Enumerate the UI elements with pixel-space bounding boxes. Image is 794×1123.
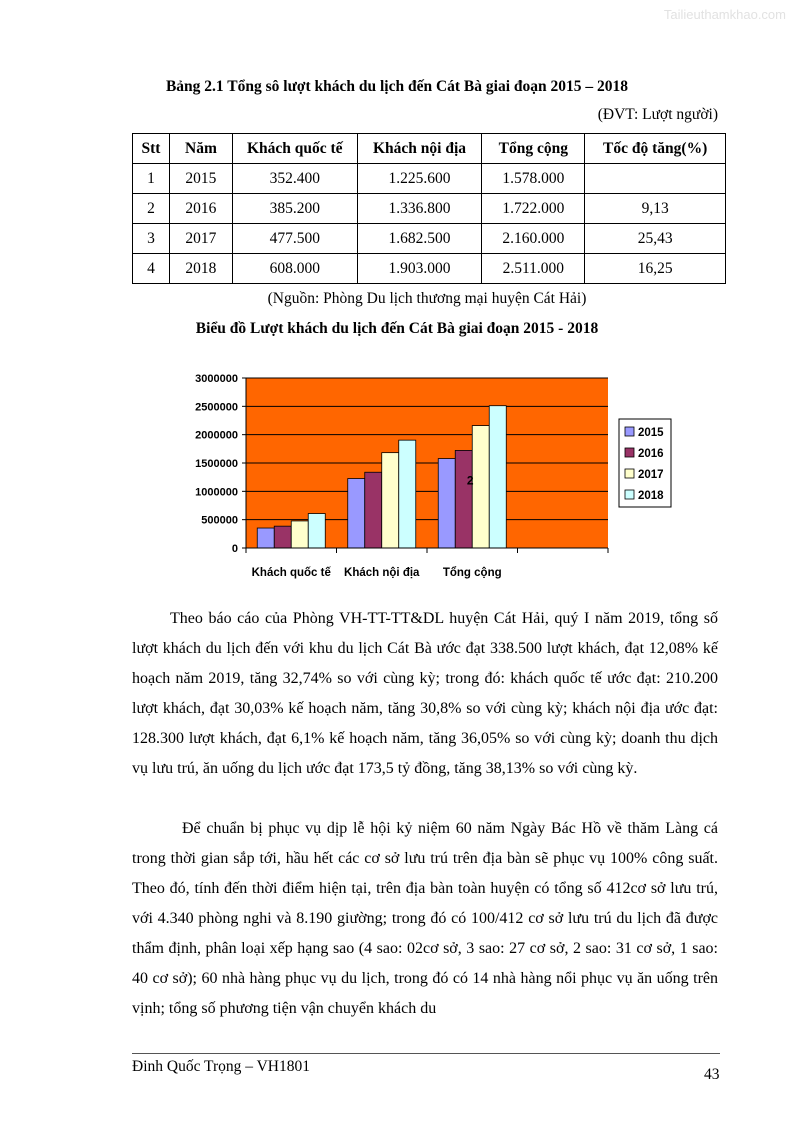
legend-label-2017: 2017 <box>638 469 664 481</box>
cell-growth: 16,25 <box>585 254 726 284</box>
paragraph-2 <box>132 814 718 1024</box>
legend-swatch-2017 <box>625 469 634 478</box>
cell-domestic: 1.225.600 <box>357 164 482 194</box>
y-tick-label: 500000 <box>201 514 238 527</box>
table-row <box>133 164 726 194</box>
cell-total: 2.160.000 <box>482 224 585 254</box>
cell-stt: 4 <box>133 254 170 284</box>
cell-year: 2016 <box>169 194 232 224</box>
cell-international: 385.200 <box>232 194 357 224</box>
cell-international: 352.400 <box>232 164 357 194</box>
table-row <box>133 194 726 224</box>
x-category-label: Khách nội địa <box>344 567 420 579</box>
legend-label-2015: 2015 <box>638 427 664 439</box>
cell-total: 1.722.000 <box>482 194 585 224</box>
cell-total: 1.578.000 <box>482 164 585 194</box>
header-stt: Stt <box>133 134 170 164</box>
legend-swatch-2018 <box>625 490 634 499</box>
bar-2016 <box>274 526 291 548</box>
bar-2018 <box>399 440 416 548</box>
cell-growth <box>585 164 726 194</box>
bar-2017 <box>382 453 399 548</box>
table-row <box>133 224 726 254</box>
table-unit: (ĐVT: Lượt người) <box>597 106 718 123</box>
paragraph-2-text: Để chuẩn bị phục vụ dịp lễ hội kỷ niệm 60 năm Ngày Bác Hồ về thăm Làng cá trong thời gian sắp tới, hầu hết các cơ sở lưu trú trên địa bàn sẽ phục vụ 100% công suất. Theo đó, tính đến thời điểm hiện tại, trên địa bàn toàn huyện có tổng số 412cơ sở lưu trú, với 4.340 phòng nghi và 8.190 giường; trong đó có 100/412 cơ sở lưu trú du lịch đã được thẩm định, phân loại xếp hạng sao (4 sao: 02cơ sở, 3 sao: 27 cơ sở, 2 sao: 31 cơ sở, 1 sao: 40 cơ sở); 60 nhà hàng phục vụ du lịch, trong đó có 14 nhà hàng nổi phục vụ ăn uống trên vịnh; tổng số phương tiện vận chuyển khách du <box>132 820 718 1017</box>
y-tick-label: 2000000 <box>195 429 238 442</box>
y-tick-label: 1000000 <box>195 486 238 499</box>
table-row <box>133 254 726 284</box>
visitor-table <box>132 133 726 284</box>
bar-2015 <box>348 479 365 548</box>
chart-title: Biểu đồ Lượt khách du lịch đến Cát Bà giai đoạn 2015 - 2018 <box>195 320 599 337</box>
header-year: Năm <box>169 134 232 164</box>
cell-domestic: 1.682.500 <box>357 224 482 254</box>
cell-total: 2.511.000 <box>482 254 585 284</box>
table-title: Bảng 2.1 Tổng sô lượt khách du lịch đến Cát Bà giai đoạn 2015 – 2018 <box>165 78 629 95</box>
x-category-label: Khách quốc tế <box>251 567 331 579</box>
plot-area <box>246 378 608 548</box>
cell-growth: 9,13 <box>585 194 726 224</box>
header-international: Khách quốc tế <box>232 134 357 164</box>
footer-author: Đinh Quốc Trọng – VH1801 <box>132 1058 310 1075</box>
cell-year: 2017 <box>169 224 232 254</box>
y-tick-label: 1500000 <box>195 458 238 470</box>
paragraph-1-text: Theo báo cáo của Phòng VH-TT-TT&DL huyện Cát Hải, quý I năm 2019, tổng số lượt khách du lịch đến với khu du lịch Cát Bà ước đạt 338.500 lượt khách, đạt 12,08% kế hoạch năm 2019, tăng 32,74% so với cùng kỳ; trong đó: khách quốc tế ước đạt: 210.200 lượt khách, đạt 30,03% kế hoạch năm, tăng 30,8% so với cùng kỳ; khách nội địa ước đạt: 128.300 lượt khách, đạt 6,1% kế hoạch năm, tăng 36,05% so với cùng kỳ; doanh thu dịch vụ lưu trú, ăn uống du lịch ước đạt 173,5 tỷ đồng, tăng 38,13% so với cùng kỳ. <box>132 610 718 777</box>
bar-2016 <box>365 472 382 548</box>
bar-2016 <box>455 450 472 548</box>
cell-stt: 1 <box>133 164 170 194</box>
bar-2018 <box>308 514 325 548</box>
paragraph-1 <box>132 604 718 784</box>
legend-label-2016: 2016 <box>638 448 664 460</box>
legend-swatch-2015 <box>625 427 634 436</box>
table-source: (Nguồn: Phòng Du lịch thương mại huyện Cát Hải) <box>267 290 587 307</box>
cell-international: 477.500 <box>232 224 357 254</box>
data-annotation: 2 <box>466 473 474 488</box>
header-total: Tổng cộng <box>482 134 585 164</box>
watermark: Tailieuthamkhao.com <box>663 7 786 22</box>
bar-2015 <box>257 528 274 548</box>
y-tick-label: 3000000 <box>195 373 238 385</box>
legend-swatch-2016 <box>625 448 634 457</box>
cell-year: 2015 <box>169 164 232 194</box>
legend-label-2018: 2018 <box>638 490 664 502</box>
cell-growth: 25,43 <box>585 224 726 254</box>
cell-stt: 3 <box>133 224 170 254</box>
header-domestic: Khách nội địa <box>357 134 482 164</box>
legend <box>619 419 671 507</box>
cell-stt: 2 <box>133 194 170 224</box>
bar-chart <box>176 362 676 587</box>
cell-year: 2018 <box>169 254 232 284</box>
cell-domestic: 1.903.000 <box>357 254 482 284</box>
bar-2015 <box>438 459 455 548</box>
cell-international: 608.000 <box>232 254 357 284</box>
table-header-row <box>133 134 726 164</box>
cell-domestic: 1.336.800 <box>357 194 482 224</box>
y-tick-label: 2500000 <box>195 401 238 414</box>
header-growth: Tốc độ tăng(%) <box>585 134 726 164</box>
bar-2018 <box>489 406 506 548</box>
bar-2017 <box>472 426 489 548</box>
y-tick-label: 0 <box>231 543 238 555</box>
footer-divider <box>132 1053 720 1054</box>
bar-2017 <box>291 521 308 548</box>
page-number: 43 <box>704 1066 720 1083</box>
x-category-label: Tổng cộng <box>442 567 502 579</box>
